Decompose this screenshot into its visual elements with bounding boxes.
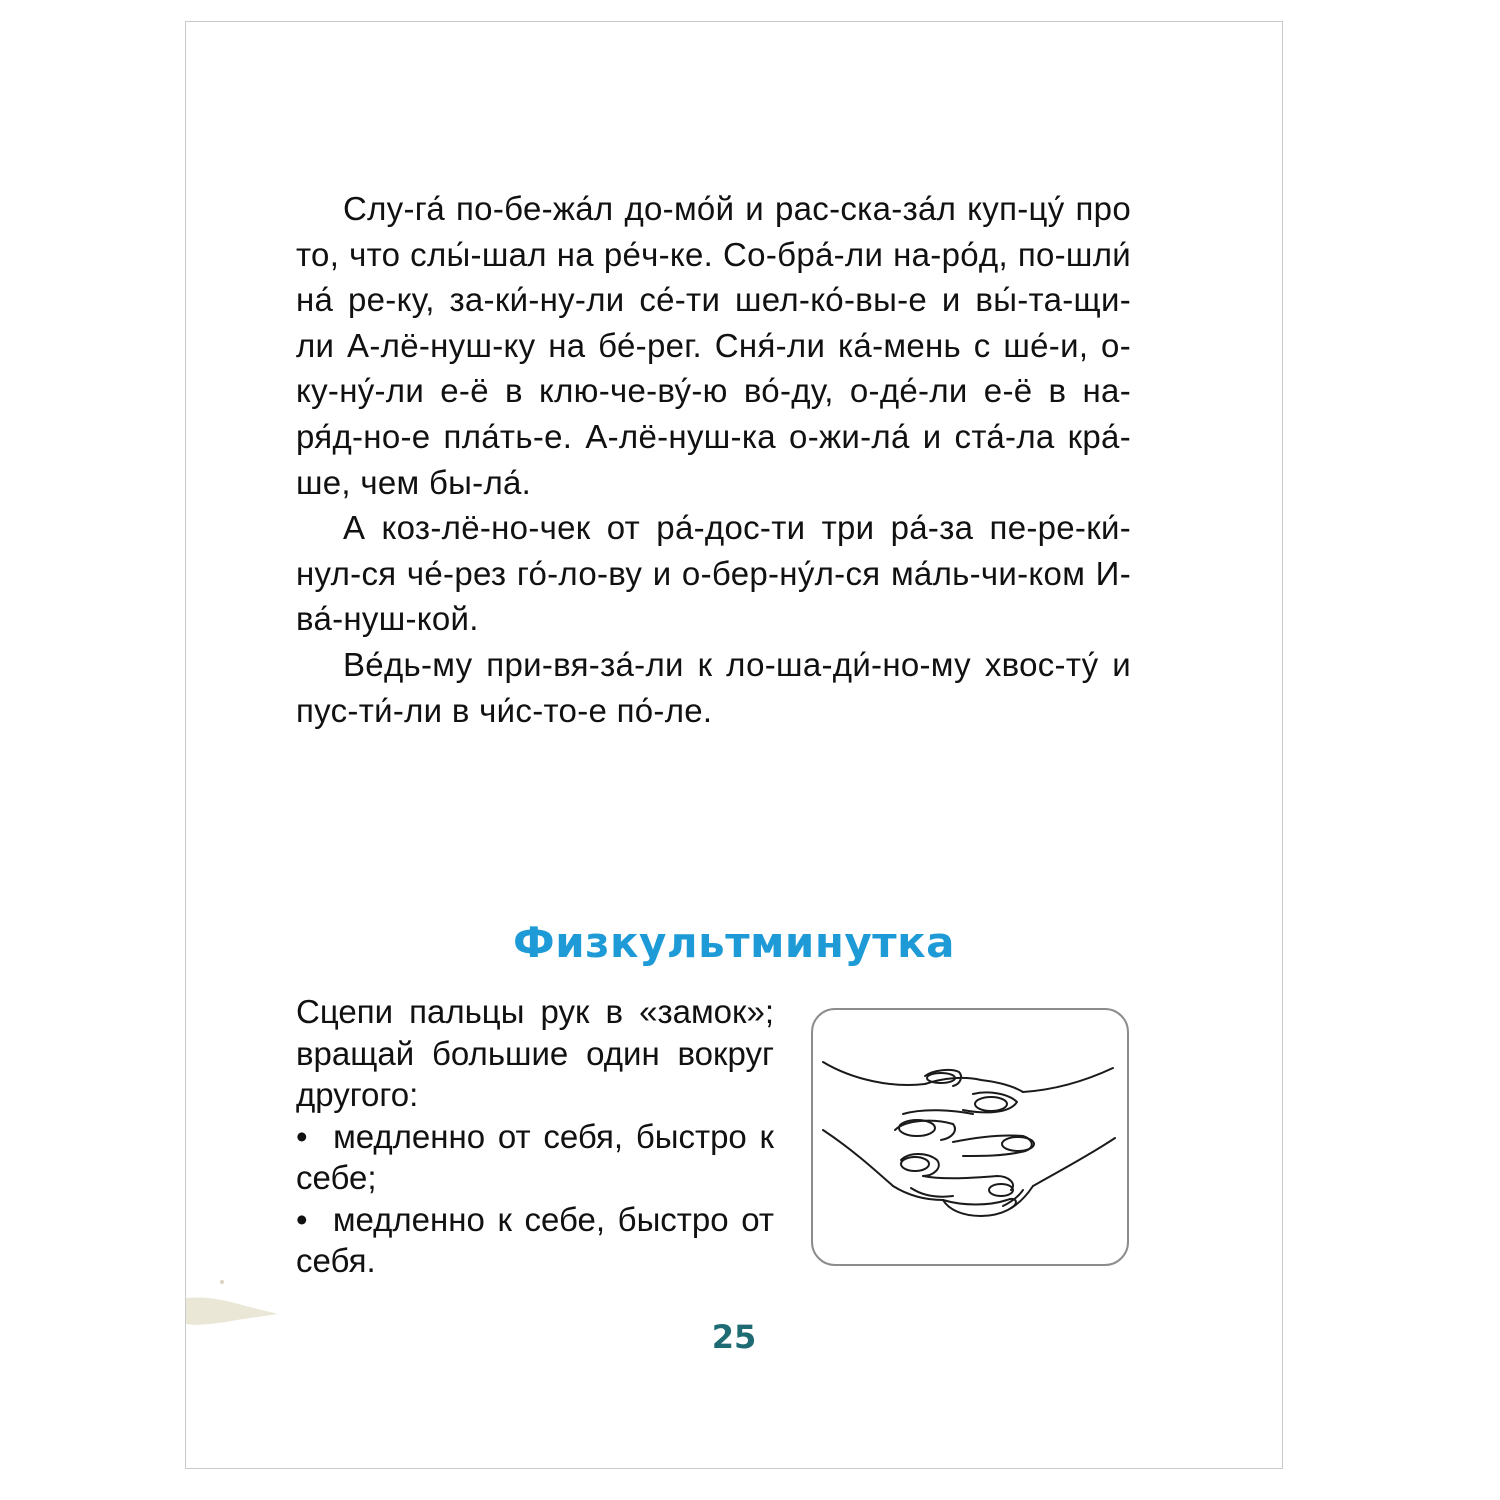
- bullet-text: медленно от себя, быстро к себе;: [296, 1117, 774, 1196]
- clasped-hands-icon: [813, 1010, 1127, 1264]
- story-text: [296, 186, 1131, 733]
- exercise-intro: Сцепи пальцы рук в «замок»; вращай большие один вокруг другого:: [296, 993, 774, 1113]
- story-paragraph: Ве́дь-му при-вя-за́-ли к ло-ша-ди́-но-му хвос-ту́ и пус-ти́-ли в чи́с-то-е по́-ле.: [296, 645, 1131, 729]
- bullet-marker: •: [296, 1117, 308, 1155]
- exercise-instructions: [296, 991, 774, 1282]
- story-paragraph: А коз-лё-но-чек от ра́-дос-ти три ра́-за пе-ре-ки́-нул-ся че́-рез го́-ло-ву и о-бер-ну́л-ся ма́ль-чи-ком И-ва́-нуш-кой.: [296, 509, 1131, 638]
- story-paragraph: Слу-га́ по-бе-жа́л до-мо́й и рас-ска-за́л куп-цу́ про то, что слы́-шал на ре́ч-ке. Со-бра́-ли на-ро́д, по-шли́ на́ ре-ку, за-ки́-ну-ли се́-ти шел-ко́-вы-е и вы́-та-щи-ли А-лё-нуш-ку на бе́-рег. Сня́-ли ка́-мень с ше́-и, о-ку-ну́-ли е-ё в клю-че-ву́-ю во́-ду, о-де́-ли е-ё в на-ря́д-но-е пла́ть-е. А-лё-нуш-ка о-жи-ла́ и ста́-ла кра́-ше, чем бы-ла́.: [296, 190, 1131, 501]
- exercise-bullet: [296, 1199, 774, 1282]
- exercise-title: Физкультминутка: [513, 918, 955, 967]
- bullet-marker: •: [296, 1200, 308, 1238]
- page-number: 25: [711, 1318, 757, 1356]
- illustration-frame: [811, 1008, 1129, 1266]
- exercise-bullet: [296, 1116, 774, 1199]
- bullet-text: медленно к себе, быстро от себя.: [296, 1200, 774, 1279]
